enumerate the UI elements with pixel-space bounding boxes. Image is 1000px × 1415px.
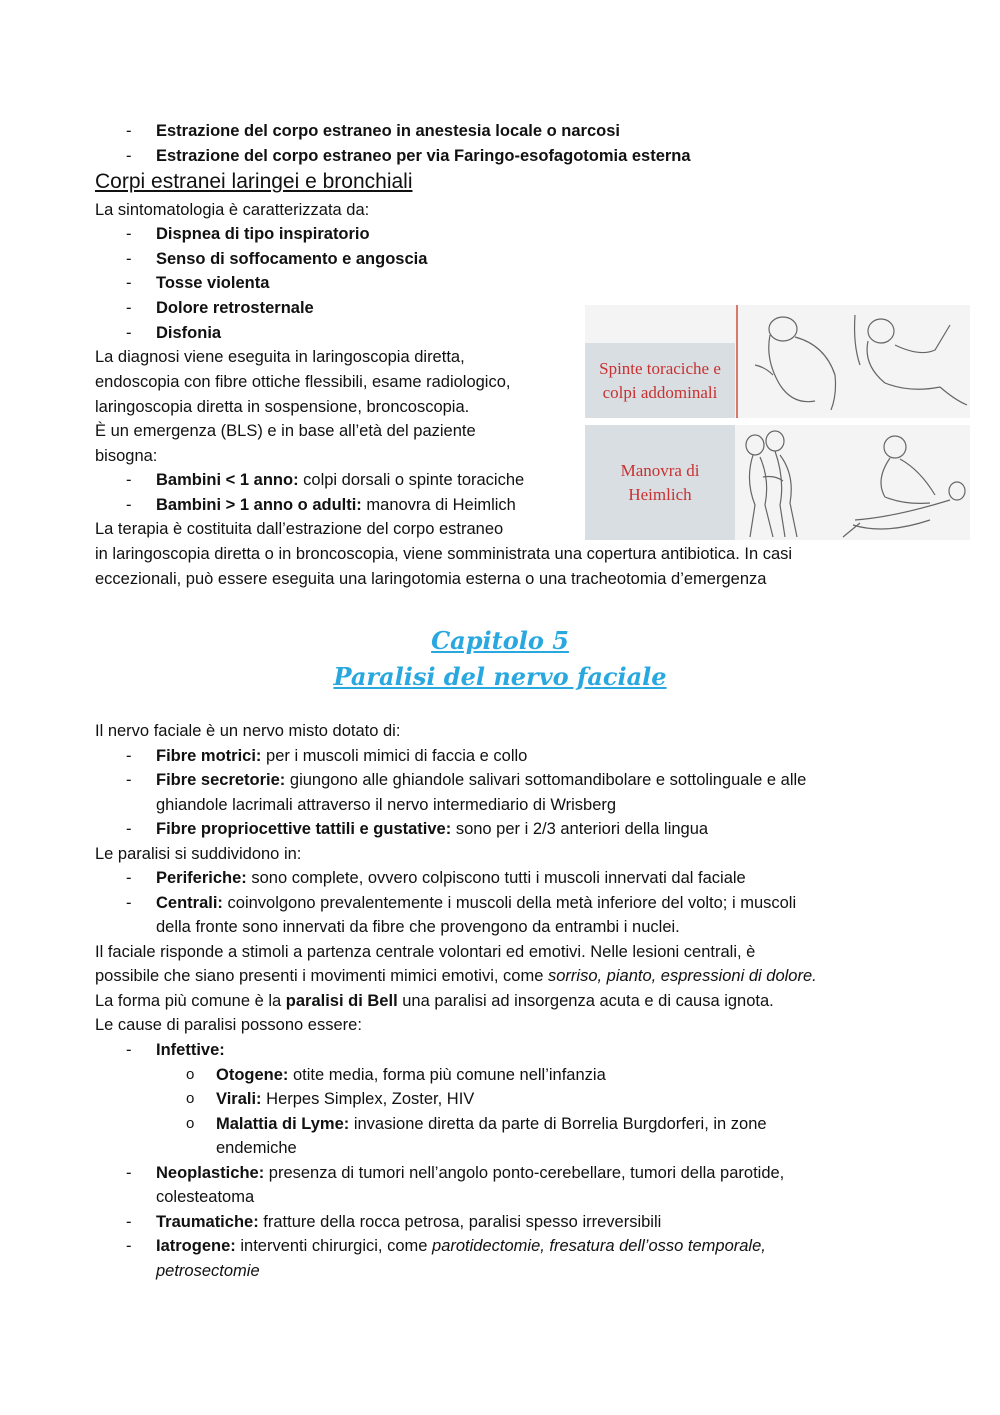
list-item: Traumatiche: fratture della rocca petrosa, paralisi spesso irreversibili (156, 1213, 662, 1231)
paragraph-line: La forma più comune è la paralisi di Bell una paralisi ad insorgenza acuta e di causa ignota. (95, 992, 774, 1010)
list-item: Senso di soffocamento e angoscia (156, 250, 428, 268)
list-dash: - (126, 496, 132, 514)
list-dash: - (126, 324, 132, 342)
paragraph-line: laringoscopia diretta in sospensione, broncoscopia. (95, 398, 470, 416)
list-item: Bambini > 1 anno o adulti: manovra di Heimlich (156, 496, 516, 514)
list-item: Estrazione del corpo estraneo per via Faringo-esofagotomia esterna (156, 147, 691, 165)
paragraph-line: endoscopia con fibre ottiche flessibili, esame radiologico, (95, 373, 511, 391)
sublist-item-continuation: endemiche (216, 1139, 297, 1157)
paragraph-line: in laringoscopia diretta o in broncoscopia, viene somministrata una copertura antibiotica. In casi (95, 545, 793, 563)
chapter-number: Capitolo 5 (431, 626, 569, 655)
paragraph-line: Il faciale risponde a stimoli a partenza centrale volontari ed emotivi. Nelle lesioni centrali, è (95, 943, 756, 961)
sublist-item: Malattia di Lyme: invasione diretta da parte di Borrelia Burgdorferi, in zone (216, 1115, 767, 1133)
list-item-continuation: della fronte sono innervati da fibre che provengono da entrambi i nuclei. (156, 918, 680, 936)
list-item: Neoplastiche: presenza di tumori nell’angolo ponto-cerebellare, tumori della parotide, (156, 1164, 785, 1182)
list-dash: - (126, 1237, 132, 1255)
list-dash: - (126, 147, 132, 165)
figure-caption-bottom: Manovra di Heimlich (585, 425, 735, 540)
list-item: Disfonia (156, 324, 222, 342)
list-dash: - (126, 122, 132, 140)
list-item: Iatrogene: interventi chirurgici, come parotidectomie, fresatura dell’osso temporale, (156, 1237, 766, 1255)
list-item: Bambini < 1 anno: colpi dorsali o spinte toraciche (156, 471, 525, 489)
first-aid-figure (585, 305, 970, 540)
list-dash: - (126, 747, 132, 765)
paragraph-line: Il nervo faciale è un nervo misto dotato di: (95, 722, 401, 740)
paragraph-line: possibile che siano presenti i movimenti mimici emotivi, come sorriso, pianto, espressioni di dolore. (95, 967, 817, 985)
list-item: Infettive: (156, 1041, 225, 1059)
list-dash: - (126, 869, 132, 887)
list-dash: - (126, 250, 132, 268)
list-item: Estrazione del corpo estraneo in anestesia locale o narcosi (156, 122, 620, 140)
circle-bullet-icon: o (186, 1066, 195, 1083)
list-item-continuation: ghiandole lacrimali attraverso il nervo intermediario di Wrisberg (156, 796, 617, 814)
sublist-item: Otogene: otite media, forma più comune nell’infanzia (216, 1066, 606, 1084)
list-item: Periferiche: sono complete, ovvero colpiscono tutti i muscoli innervati dal faciale (156, 869, 746, 887)
list-item: Dispnea di tipo inspiratorio (156, 225, 370, 243)
list-dash: - (126, 820, 132, 838)
paragraph-line: La diagnosi viene eseguita in laringoscopia diretta, (95, 348, 465, 366)
list-dash: - (126, 1164, 132, 1182)
heimlich-illustration (735, 425, 970, 540)
circle-bullet-icon: o (186, 1115, 195, 1132)
figure-panel-top (585, 305, 970, 418)
paragraph-line: La terapia è costituita dall’estrazione del corpo estraneo (95, 520, 504, 538)
list-dash: - (126, 225, 132, 243)
paragraph-line: Le paralisi si suddividono in: (95, 845, 302, 863)
list-dash: - (126, 1041, 132, 1059)
figure-caption-top: Spinte toraciche e colpi addominali (585, 343, 735, 418)
paragraph-line: La sintomatologia è caratterizzata da: (95, 201, 370, 219)
sublist-item: Virali: Herpes Simplex, Zoster, HIV (216, 1090, 475, 1108)
list-dash: - (126, 274, 132, 292)
list-item-continuation: colesteatoma (156, 1188, 255, 1206)
paragraph-line: È un emergenza (BLS) e in base all’età del paziente (95, 422, 476, 440)
list-dash: - (126, 771, 132, 789)
paragraph-line: bisogna: (95, 447, 158, 465)
chapter-title: Paralisi del nervo faciale (333, 662, 667, 691)
chest-thrust-illustration (735, 305, 970, 418)
paragraph-line: eccezionali, può essere eseguita una laringotomia esterna o una tracheotomia d’emergenza (95, 570, 767, 588)
list-item: Centrali: coinvolgono prevalentemente i muscoli della metà inferiore del volto; i muscoli (156, 894, 797, 912)
paragraph-line: Le cause di paralisi possono essere: (95, 1016, 362, 1034)
list-item: Fibre propriocettive tattili e gustative: sono per i 2/3 anteriori della lingua (156, 820, 709, 838)
list-item: Dolore retrosternale (156, 299, 314, 317)
list-item: Fibre secretorie: giungono alle ghiandole salivari sottomandibolare e sottolinguale e alle (156, 771, 807, 789)
list-dash: - (126, 471, 132, 489)
list-item-continuation: petrosectomie (156, 1262, 260, 1280)
list-dash: - (126, 1213, 132, 1231)
list-item: Tosse violenta (156, 274, 270, 292)
list-item: Fibre motrici: per i muscoli mimici di faccia e collo (156, 747, 528, 765)
figure-panel-bottom (585, 425, 970, 540)
list-dash: - (126, 299, 132, 317)
list-dash: - (126, 894, 132, 912)
circle-bullet-icon: o (186, 1090, 195, 1107)
section-heading: Corpi estranei laringei e bronchiali (95, 170, 413, 193)
